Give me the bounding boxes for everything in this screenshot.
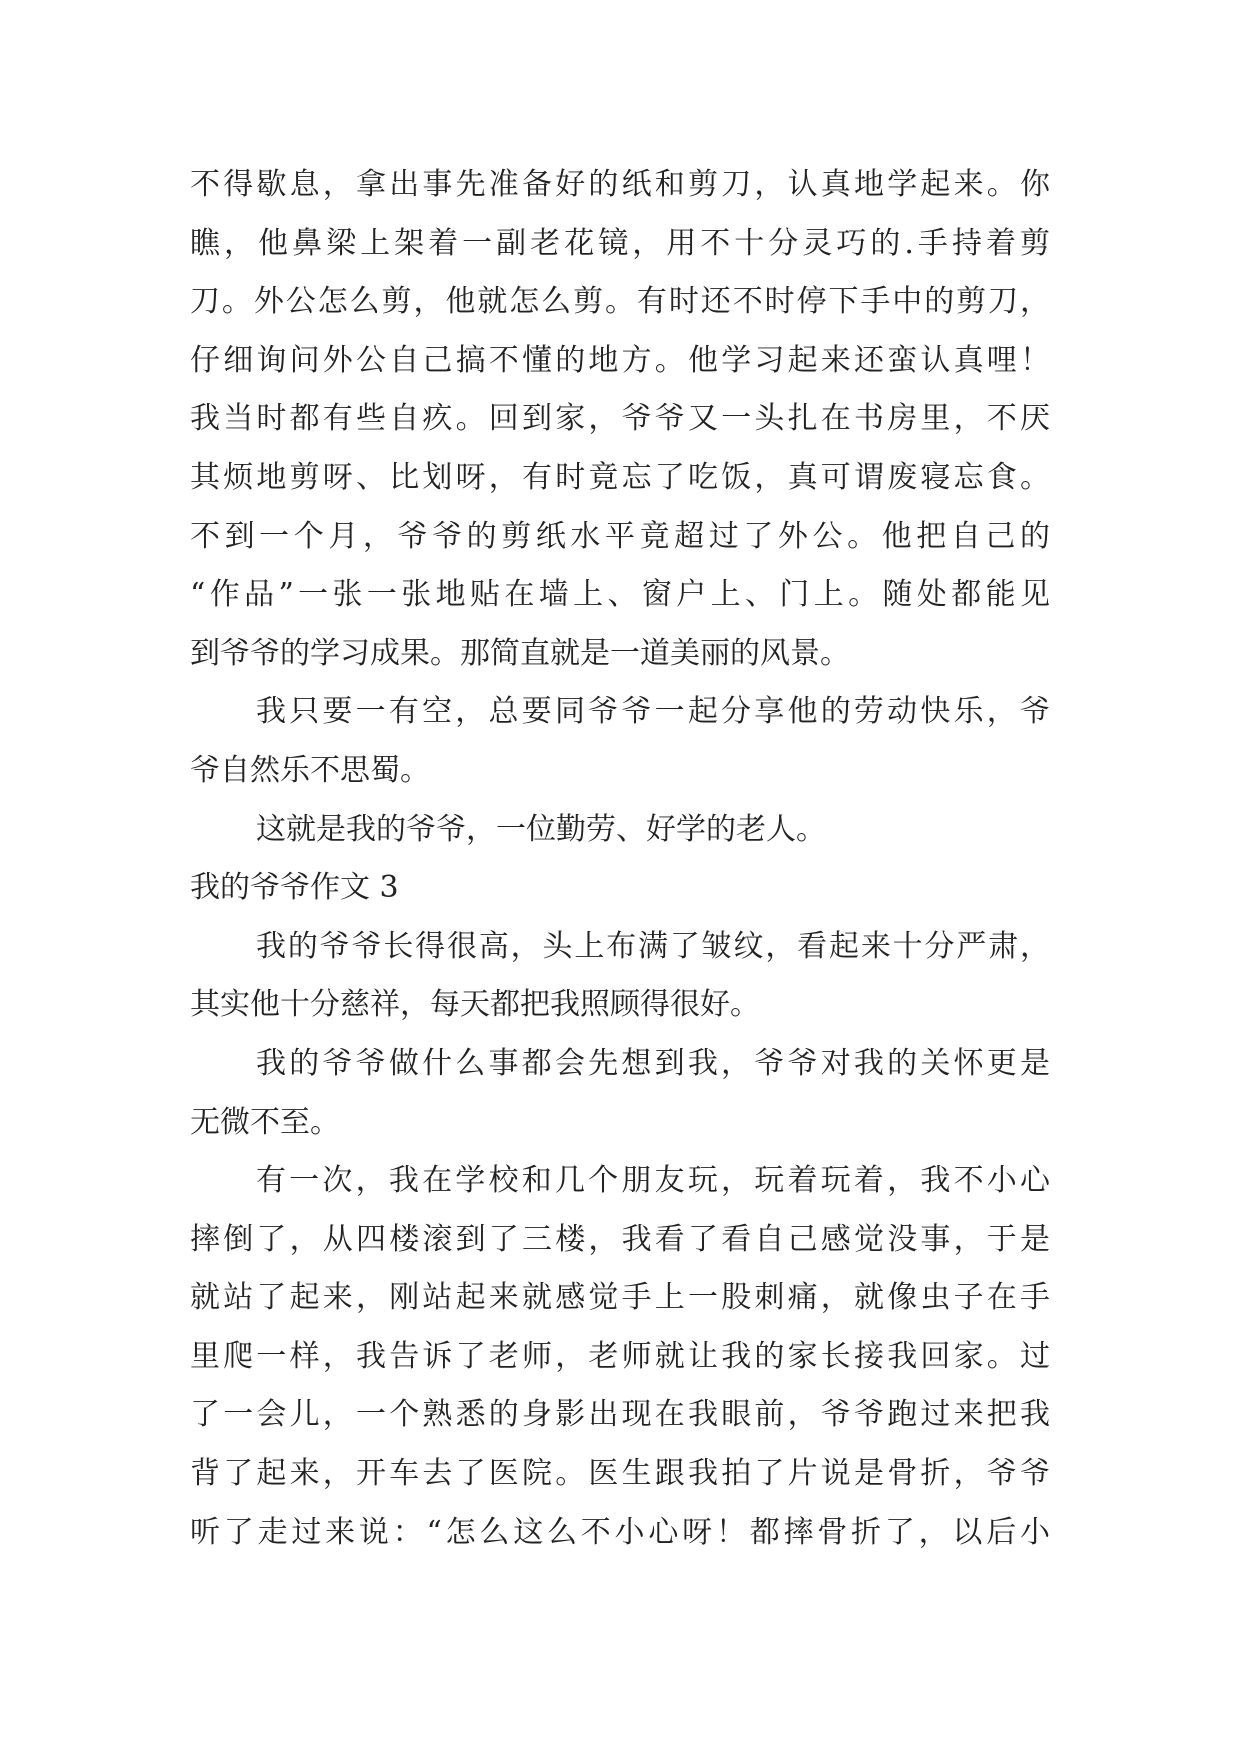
text-line: 无微不至。 [190, 1104, 340, 1140]
text-line: 了一会儿，一个熟悉的身影出现在我眼前，爷爷跑过来把我 [190, 1397, 1050, 1433]
text-line: 我当时都有些自疚。回到家，爷爷又一头扎在书房里，不厌 [190, 401, 1050, 437]
text-line: 就站了起来，刚站起来就感觉手上一股刺痛，就像虫子在手 [190, 1280, 1050, 1316]
text-line: 到爷爷的学习成果。那简直就是一道美丽的风景。 [190, 635, 850, 671]
text-line: “作品”一张一张地贴在墙上、窗户上、门上。随处都能见 [190, 577, 1050, 613]
text-line: 其实他十分慈祥，每天都把我照顾得很好。 [190, 987, 760, 1023]
text-line: 里爬一样，我告诉了老师，老师就让我的家长接我回家。过 [190, 1338, 1050, 1374]
text-line: 仔细询问外公自己搞不懂的地方。他学习起来还蛮认真哩！ [190, 342, 1050, 378]
text-line: 有一次，我在学校和几个朋友玩，玩着玩着，我不小心 [256, 1163, 1050, 1199]
text-line: 我只要一有空，总要同爷爷一起分享他的劳动快乐，爷 [256, 694, 1050, 730]
text-line: 我的爷爷做什么事都会先想到我，爷爷对我的关怀更是 [256, 1045, 1050, 1081]
text-line: 摔倒了，从四楼滚到了三楼，我看了看自己感觉没事，于是 [190, 1221, 1050, 1257]
text-line: 背了起来，开车去了医院。医生跟我拍了片说是骨折，爷爷 [190, 1456, 1050, 1492]
text-line: 刀。外公怎么剪，他就怎么剪。有时还不时停下手中的剪刀， [190, 284, 1050, 320]
text-line: 其烦地剪呀、比划呀，有时竟忘了吃饭，真可谓废寝忘食。 [190, 459, 1050, 495]
text-line: 不到一个月，爷爷的剪纸水平竟超过了外公。他把自己的 [190, 518, 1050, 554]
section-heading: 我的爷爷作文 3 [190, 870, 399, 906]
text-line: 不得歇息，拿出事先准备好的纸和剪刀，认真地学起来。你 [190, 167, 1050, 202]
text-line: 这就是我的爷爷，一位勤劳、好学的老人。 [256, 811, 826, 847]
text-line: 听了走过来说：“怎么这么不小心呀！都摔骨折了，以后小 [190, 1514, 1050, 1550]
document-body [190, 156, 1050, 1562]
text-line: 瞧，他鼻梁上架着一副老花镜，用不十分灵巧的.手持着剪 [190, 225, 1050, 261]
text-line: 爷自然乐不思蜀。 [190, 752, 430, 788]
text-line: 我的爷爷长得很高，头上布满了皱纹，看起来十分严肃， [256, 928, 1050, 964]
